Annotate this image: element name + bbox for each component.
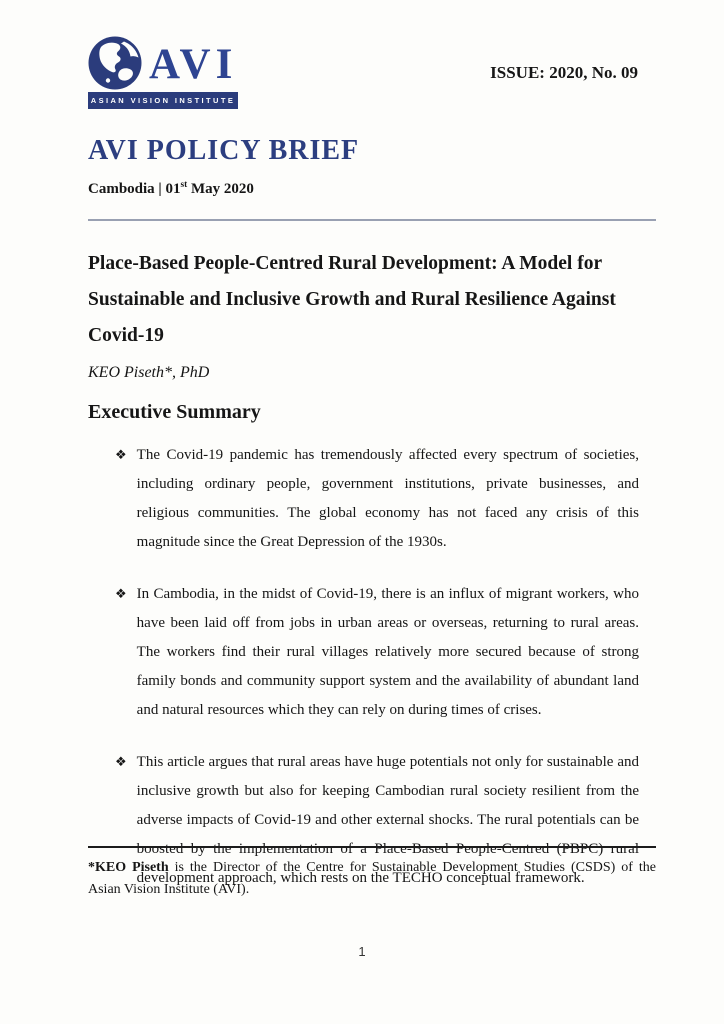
author-line: KEO Piseth*, PhD (88, 364, 210, 382)
footnote-text (88, 857, 656, 900)
header-divider (88, 219, 656, 221)
dateline-rest: May 2020 (187, 181, 254, 197)
footnote-author: *KEO Piseth (88, 860, 169, 875)
page-header (88, 36, 656, 109)
bullet-text: The Covid-19 pandemic has tremendously affected every spectrum of societies, including ordinary people, government institutions, private businesses, and religious communities. The global economy has not faced any crisis of this magnitude since the Great Depression of the 1930s. (136, 447, 639, 551)
bullet-diamond-icon: ❖ (115, 587, 127, 603)
dateline (88, 180, 656, 198)
dateline-main: Cambodia | 01 (88, 181, 181, 197)
globe-icon (88, 36, 142, 90)
footnote (88, 846, 656, 900)
logo-banner: ASIAN VISION INSTITUTE (88, 92, 238, 109)
footnote-rest: is the Director of the Centre for Sustainable Development Studies (CSDS) of the Asian Vision Institute (AVI). (88, 860, 656, 897)
brief-title: AVI POLICY BRIEF (88, 135, 360, 166)
logo-acronym: AVI (149, 40, 238, 88)
issue-label: ISSUE: 2020, No. 09 (490, 63, 638, 82)
executive-summary-heading: Executive Summary (88, 401, 261, 424)
dateline-ordinal: st (180, 180, 188, 190)
footnote-divider (88, 846, 656, 848)
list-item (115, 441, 639, 557)
page-number: 1 (358, 944, 366, 959)
avi-logo (88, 36, 238, 109)
logo-top (88, 36, 238, 90)
summary-bullet-list (88, 441, 656, 893)
bullet-diamond-icon: ❖ (115, 755, 127, 771)
list-item (115, 580, 639, 725)
article-title: Place-Based People-Centred Rural Development: A Model for Sustainable and Inclusive Growth and Rural Resilience Against Covid-19 (88, 253, 616, 347)
bullet-text: This article argues that rural areas have huge potentials not only for sustainable and inclusive growth but also for keeping Cambodian rural society resilient from the adverse impacts of Covid-19 and other external shocks. The rural potentials can be boosted by the implementation of a Place-Based People-Centred (PBPC) rural development approach, which rests on the TECHO conceptual framework. (136, 754, 639, 887)
bullet-text: In Cambodia, in the midst of Covid-19, there is an influx of migrant workers, who have been laid off from jobs in urban areas or overseas, returning to rural areas. The workers find their rural villages relatively more secured because of strong family bonds and community support system and the availability of abundant land and natural resources which they can rely on during times of crises. (136, 586, 639, 719)
bullet-diamond-icon: ❖ (115, 448, 127, 464)
